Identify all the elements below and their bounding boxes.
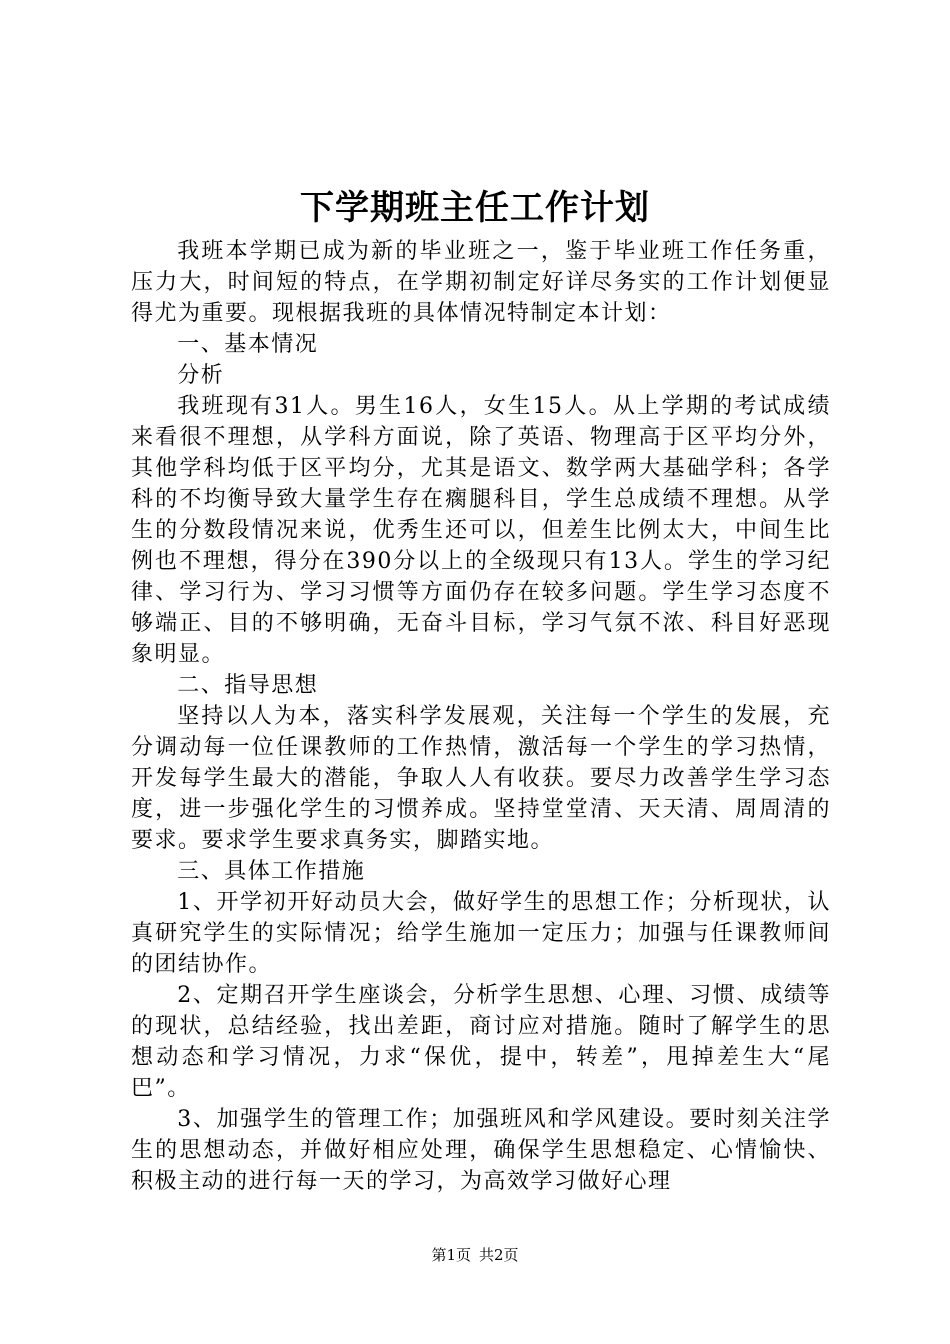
page-footer <box>0 1245 950 1265</box>
page-number-total: 共2页 <box>479 1246 519 1264</box>
paragraph-measure-2: 2、定期召开学生座谈会，分析学生思想、心理、习惯、成绩等的现状，总结经验，找出差距，商讨应对措施。随时了解学生的思想动态和学习情况，力求“保优，提中，转差”，甩掉差生大“尾巴”。 <box>131 983 831 1101</box>
paragraph-intro: 我班本学期已成为新的毕业班之一，鉴于毕业班工作任务重，压力大，时间短的特点，在学期初制定好详尽务实的工作计划便显得尤为重要。现根据我班的具体情况特制定本计划： <box>131 239 831 326</box>
heading-basic-situation: 一、基本情况 <box>177 332 319 357</box>
paragraph-measure-3: 3、加强学生的管理工作；加强班风和学风建设。要时刻关注学生的思想动态，并做好相应处理，确保学生思想稳定、心情愉快、积极主动的进行每一天的学习，为高效学习做好心理 <box>131 1107 831 1194</box>
heading-analysis: 分析 <box>177 363 225 388</box>
heading-guiding-ideology: 二、指导思想 <box>177 673 319 698</box>
document-body <box>131 236 831 1197</box>
paragraph-measure-1: 1、开学初开好动员大会，做好学生的思想工作；分析现状，认真研究学生的实际情况；给学生施加一定压力；加强与任课教师间的团结协作。 <box>131 890 831 977</box>
page-number-current: 第1页 <box>431 1246 471 1264</box>
heading-specific-measures: 三、具体工作措施 <box>177 859 366 884</box>
document-title: 下学期班主任工作计划 <box>300 188 650 228</box>
paragraph-analysis: 我班现有31人。男生16人，女生15人。从上学期的考试成绩来看很不理想，从学科方面说，除了英语、物理高于区平均分外，其他学科均低于区平均分，尤其是语文、数学两大基础学科；各学科的不均衡导致大量学生存在瘸腿科目，学生总成绩不理想。从学生的分数段情况来说，优秀生还可以，但差生比例太大，中间生比例也不理想，得分在390分以上的全级现只有13人。学生的学习纪律、学习行为、学习习惯等方面仍存在较多问题。学生学习态度不够端正、目的不够明确，无奋斗目标，学习气氛不浓、科目好恶现象明显。 <box>131 394 831 667</box>
paragraph-guiding-ideology: 坚持以人为本，落实科学发展观，关注每一个学生的发展，充分调动每一位任课教师的工作热情，激活每一个学生的学习热情，开发每学生最大的潜能，争取人人有收获。要尽力改善学生学习态度，进一步强化学生的习惯养成。坚持堂堂清、天天清、周周清的要求。要求学生要求真务实，脚踏实地。 <box>131 704 831 853</box>
